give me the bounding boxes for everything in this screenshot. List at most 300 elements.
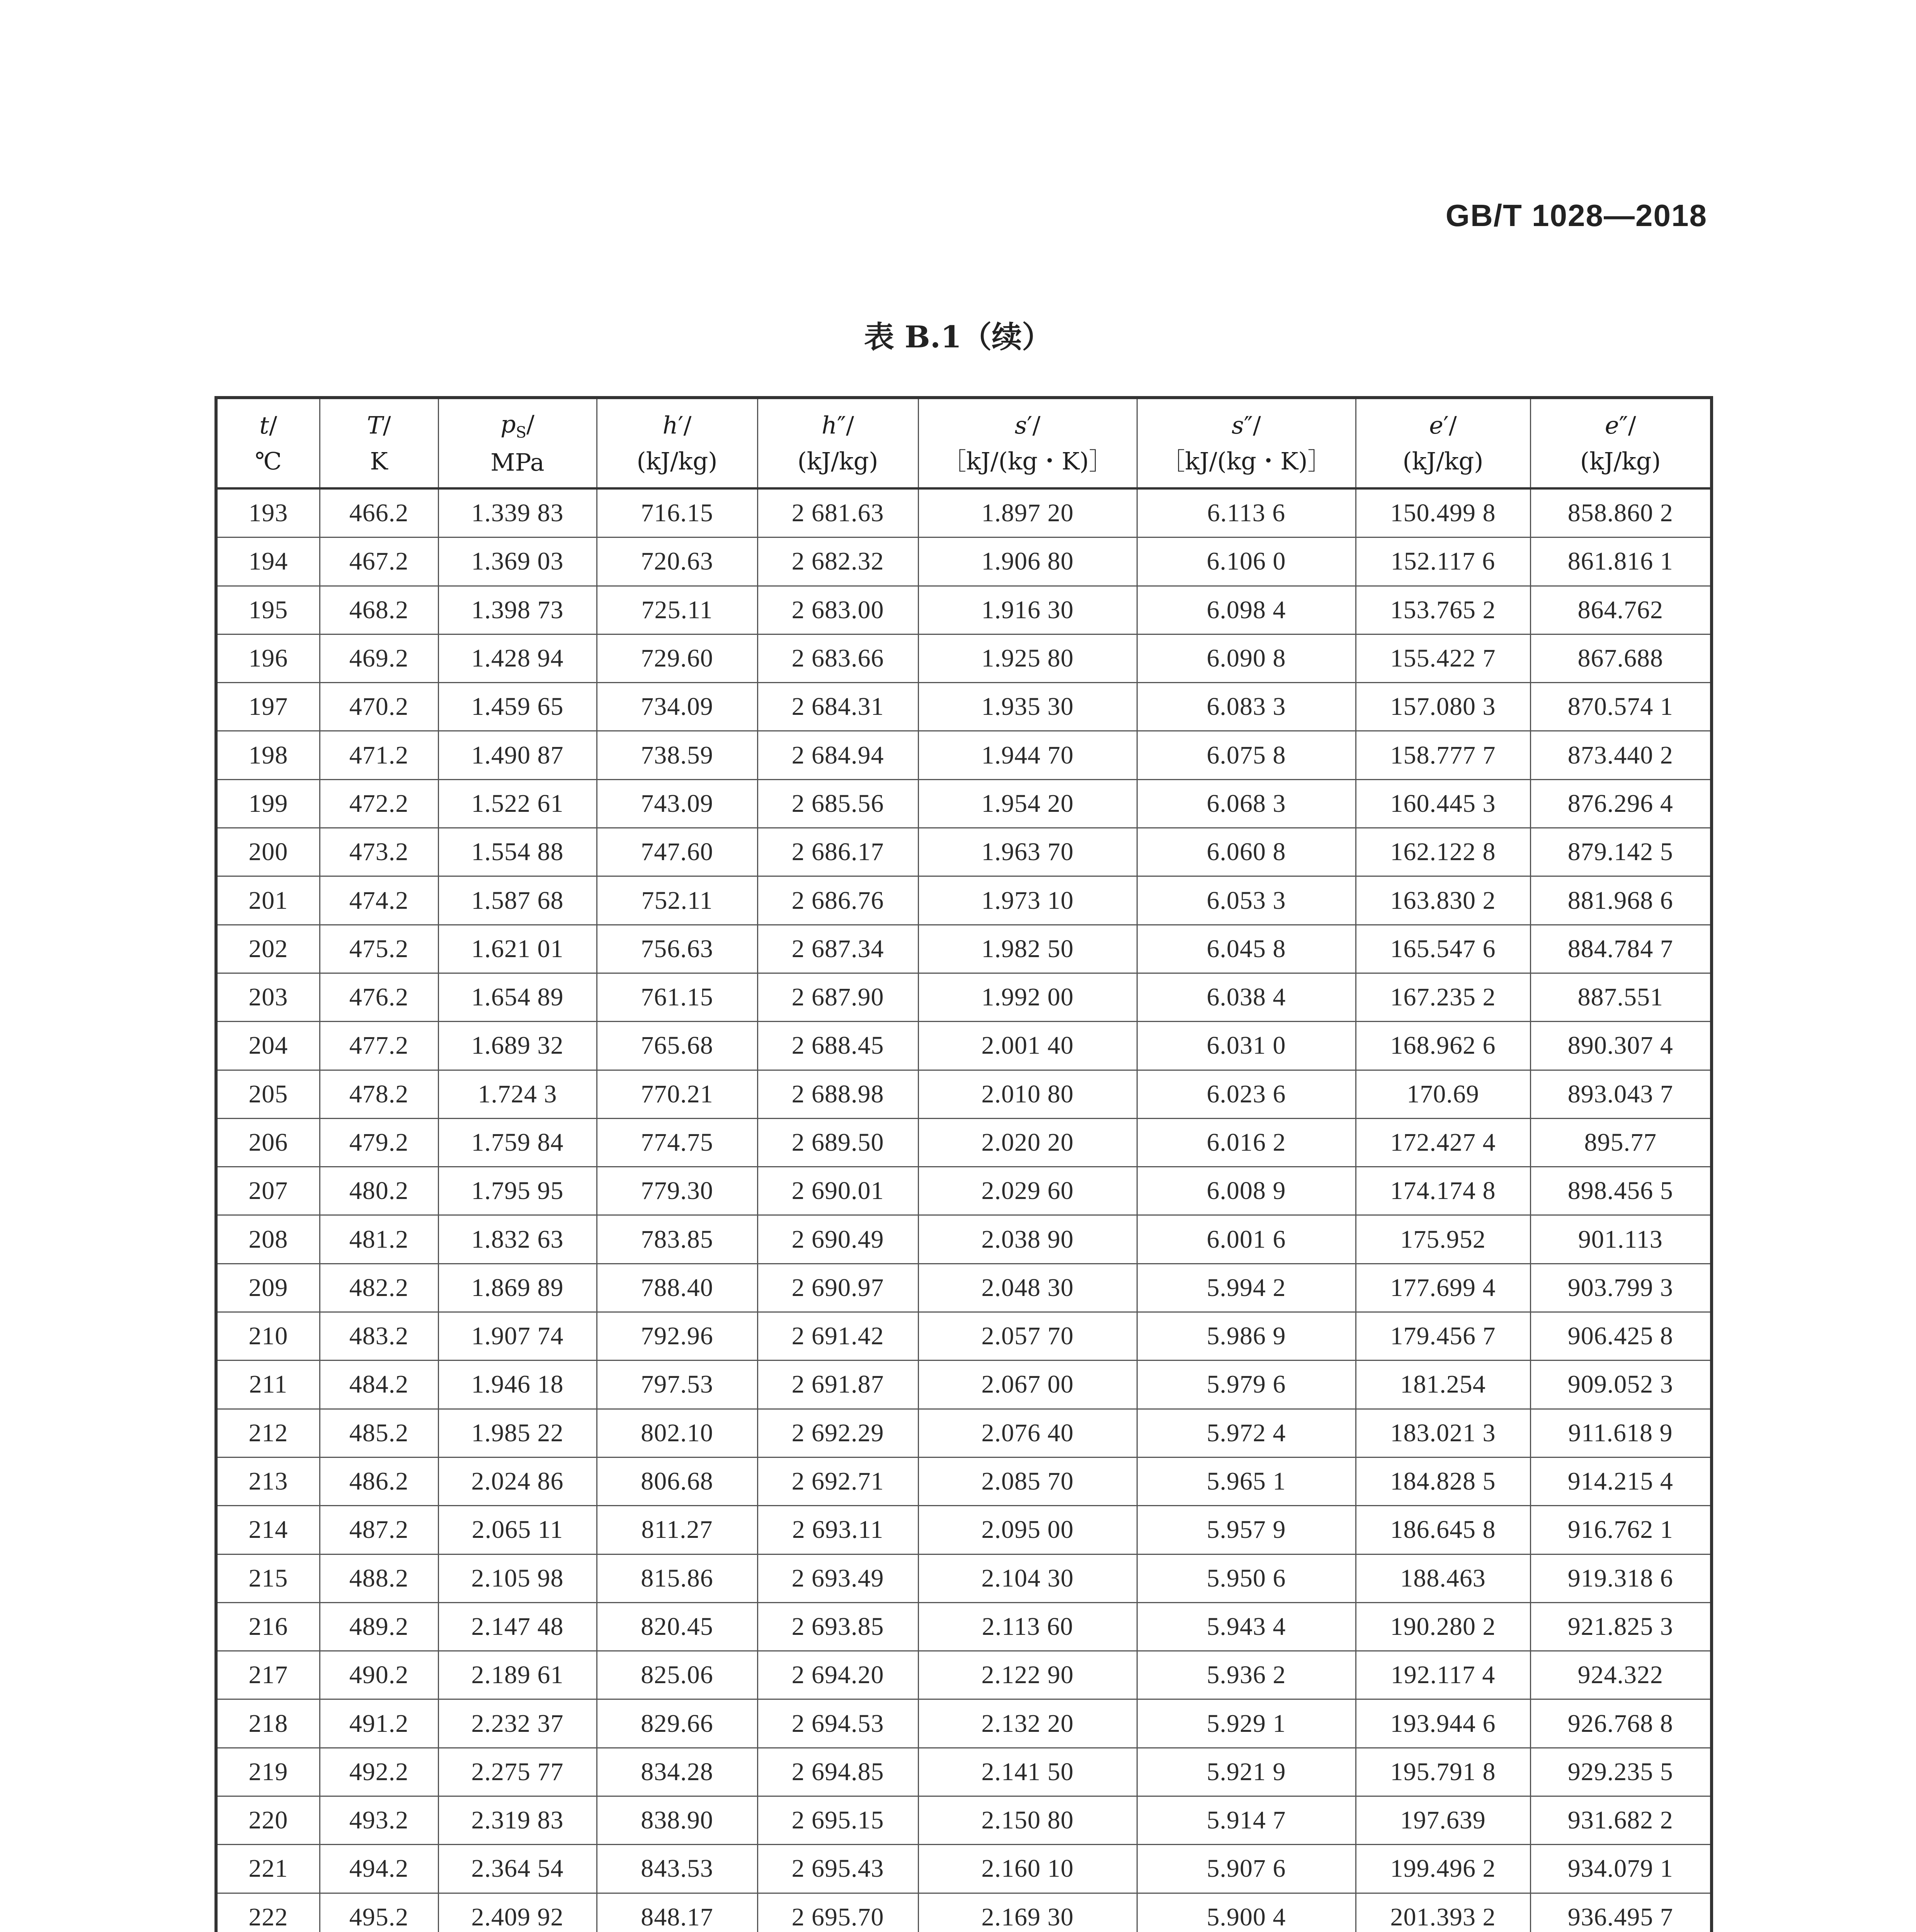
table-cell: 2.029 60: [918, 1167, 1137, 1215]
table-cell: 743.09: [597, 779, 757, 828]
table-cell: 193.944 6: [1356, 1699, 1530, 1748]
table-cell: 486.2: [320, 1457, 438, 1505]
column-unit: K: [370, 447, 388, 475]
table-cell: 205: [216, 1070, 320, 1118]
table-cell: 1.398 73: [438, 586, 597, 634]
table-cell: 2 683.00: [757, 586, 918, 634]
table-cell: 1.907 74: [438, 1312, 597, 1361]
table-cell: 2 689.50: [757, 1118, 918, 1167]
table-cell: 5.979 6: [1137, 1361, 1356, 1409]
table-cell: 926.768 8: [1530, 1699, 1712, 1748]
column-symbol: s″/: [1232, 411, 1261, 439]
table-cell: 5.907 6: [1137, 1845, 1356, 1893]
table-cell: 806.68: [597, 1457, 757, 1505]
table-cell: 490.2: [320, 1651, 438, 1699]
column-header-2: [438, 398, 597, 488]
column-header-1: [320, 398, 438, 488]
table-cell: 153.765 2: [1356, 586, 1530, 634]
table-cell: 2.085 70: [918, 1457, 1137, 1505]
table-cell: 6.060 8: [1137, 828, 1356, 876]
table-cell: 170.69: [1356, 1070, 1530, 1118]
table-cell: 6.053 3: [1137, 876, 1356, 925]
table-cell: 5.929 1: [1137, 1699, 1356, 1748]
column-unit: (kJ/kg): [797, 447, 878, 475]
table-cell: 895.77: [1530, 1118, 1712, 1167]
table-cell: 215: [216, 1554, 320, 1602]
column-header-3: [597, 398, 757, 488]
table-cell: 207: [216, 1167, 320, 1215]
table-cell: 919.318 6: [1530, 1554, 1712, 1602]
table-cell: 473.2: [320, 828, 438, 876]
table-cell: 2.057 70: [918, 1312, 1137, 1361]
table-cell: 5.914 7: [1137, 1796, 1356, 1845]
table-cell: 197: [216, 683, 320, 731]
table-cell: 2.024 86: [438, 1457, 597, 1505]
table-cell: 5.936 2: [1137, 1651, 1356, 1699]
table-cell: 870.574 1: [1530, 683, 1712, 731]
table-cell: 6.098 4: [1137, 586, 1356, 634]
table-cell: 2.275 77: [438, 1748, 597, 1796]
table-cell: 214: [216, 1506, 320, 1554]
table-cell: 2.319 83: [438, 1796, 597, 1845]
table-cell: 195: [216, 586, 320, 634]
table-body: [216, 488, 1712, 1932]
table-cell: 6.083 3: [1137, 683, 1356, 731]
table-cell: 903.799 3: [1530, 1264, 1712, 1312]
table-cell: 1.954 20: [918, 779, 1137, 828]
table-cell: 467.2: [320, 537, 438, 586]
column-symbol: s′/: [1014, 411, 1041, 439]
table-cell: 720.63: [597, 537, 757, 586]
table-cell: 2 690.97: [757, 1264, 918, 1312]
table-cell: 5.900 4: [1137, 1893, 1356, 1932]
table-cell: 6.001 6: [1137, 1215, 1356, 1264]
table-row: [216, 1893, 1712, 1932]
table-cell: 884.784 7: [1530, 925, 1712, 973]
table-row: [216, 1602, 1712, 1651]
column-unit: ［kJ/(kg・K)］: [1161, 447, 1332, 475]
table-cell: 5.965 1: [1137, 1457, 1356, 1505]
table-cell: 747.60: [597, 828, 757, 876]
table-cell: 6.075 8: [1137, 731, 1356, 779]
table-cell: 2 695.70: [757, 1893, 918, 1932]
table-cell: 5.986 9: [1137, 1312, 1356, 1361]
table-cell: 725.11: [597, 586, 757, 634]
table-cell: 5.972 4: [1137, 1409, 1356, 1457]
table-cell: 206: [216, 1118, 320, 1167]
table-cell: 198: [216, 731, 320, 779]
table-cell: 887.551: [1530, 973, 1712, 1021]
table-cell: 484.2: [320, 1361, 438, 1409]
table-cell: 1.689 32: [438, 1022, 597, 1070]
table-cell: 220: [216, 1796, 320, 1845]
table-cell: 1.985 22: [438, 1409, 597, 1457]
table-cell: 470.2: [320, 683, 438, 731]
table-cell: 482.2: [320, 1264, 438, 1312]
table-cell: 477.2: [320, 1022, 438, 1070]
table-cell: 2 694.53: [757, 1699, 918, 1748]
table-cell: 2 691.42: [757, 1312, 918, 1361]
table-cell: 203: [216, 973, 320, 1021]
table-row: [216, 1651, 1712, 1699]
table-cell: 729.60: [597, 634, 757, 682]
table-cell: 6.113 6: [1137, 488, 1356, 537]
table-cell: 1.654 89: [438, 973, 597, 1021]
table-cell: 494.2: [320, 1845, 438, 1893]
standard-code: GB/T 1028—2018: [1445, 198, 1707, 233]
table-row: [216, 828, 1712, 876]
table-row: [216, 779, 1712, 828]
table-cell: 480.2: [320, 1167, 438, 1215]
table-cell: 495.2: [320, 1893, 438, 1932]
table-cell: 483.2: [320, 1312, 438, 1361]
table-cell: 2 691.87: [757, 1361, 918, 1409]
table-cell: 478.2: [320, 1070, 438, 1118]
table-cell: 184.828 5: [1356, 1457, 1530, 1505]
table-cell: 829.66: [597, 1699, 757, 1748]
table-cell: 924.322: [1530, 1651, 1712, 1699]
table-cell: 2 683.66: [757, 634, 918, 682]
table-cell: 199.496 2: [1356, 1845, 1530, 1893]
table-cell: 881.968 6: [1530, 876, 1712, 925]
table-cell: 867.688: [1530, 634, 1712, 682]
table-cell: 2.132 20: [918, 1699, 1137, 1748]
table-row: [216, 1748, 1712, 1796]
table-cell: 160.445 3: [1356, 779, 1530, 828]
table-cell: 2.189 61: [438, 1651, 597, 1699]
table-cell: 468.2: [320, 586, 438, 634]
table-cell: 491.2: [320, 1699, 438, 1748]
table-cell: 2.020 20: [918, 1118, 1137, 1167]
table-title: 表 B.1（续）: [864, 320, 1052, 355]
table-cell: 2.001 40: [918, 1022, 1137, 1070]
table-cell: 475.2: [320, 925, 438, 973]
table-cell: 2 686.17: [757, 828, 918, 876]
table-row: [216, 1070, 1712, 1118]
table-cell: 1.587 68: [438, 876, 597, 925]
table-cell: 2 687.90: [757, 973, 918, 1021]
table-cell: 2.232 37: [438, 1699, 597, 1748]
table-cell: 1.925 80: [918, 634, 1137, 682]
table-cell: 6.068 3: [1137, 779, 1356, 828]
table-cell: 192.117 4: [1356, 1651, 1530, 1699]
table-cell: 864.762: [1530, 586, 1712, 634]
table-row: [216, 1699, 1712, 1748]
table-cell: 213: [216, 1457, 320, 1505]
column-unit: ［kJ/(kg・K)］: [942, 447, 1113, 475]
table-cell: 2.010 80: [918, 1070, 1137, 1118]
column-header-5: [918, 398, 1137, 488]
table-cell: 2 695.43: [757, 1845, 918, 1893]
column-symbol: e″/: [1605, 411, 1636, 439]
table-cell: 2 688.98: [757, 1070, 918, 1118]
table-cell: 2 685.56: [757, 779, 918, 828]
table-cell: 1.946 18: [438, 1361, 597, 1409]
table-cell: 825.06: [597, 1651, 757, 1699]
table-row: [216, 1457, 1712, 1505]
table-cell: 177.699 4: [1356, 1264, 1530, 1312]
table-row: [216, 537, 1712, 586]
table-cell: 6.106 0: [1137, 537, 1356, 586]
table-cell: 929.235 5: [1530, 1748, 1712, 1796]
column-symbol: T/: [367, 411, 391, 439]
table-cell: 155.422 7: [1356, 634, 1530, 682]
table-cell: 488.2: [320, 1554, 438, 1602]
column-symbol: h″/: [822, 411, 854, 439]
table-cell: 204: [216, 1022, 320, 1070]
table-cell: 1.621 01: [438, 925, 597, 973]
table-cell: 193: [216, 488, 320, 537]
table-row: [216, 1361, 1712, 1409]
table-cell: 898.456 5: [1530, 1167, 1712, 1215]
table-cell: 911.618 9: [1530, 1409, 1712, 1457]
table-cell: 2.113 60: [918, 1602, 1137, 1651]
table-cell: 2 693.85: [757, 1602, 918, 1651]
table-cell: 761.15: [597, 973, 757, 1021]
table-cell: 5.921 9: [1137, 1748, 1356, 1796]
table-cell: 195.791 8: [1356, 1748, 1530, 1796]
table-cell: 209: [216, 1264, 320, 1312]
table-cell: 815.86: [597, 1554, 757, 1602]
table-cell: 1.869 89: [438, 1264, 597, 1312]
table-cell: 2.122 90: [918, 1651, 1137, 1699]
table-cell: 6.090 8: [1137, 634, 1356, 682]
table-cell: 934.079 1: [1530, 1845, 1712, 1893]
table-cell: 890.307 4: [1530, 1022, 1712, 1070]
column-header-0: [216, 398, 320, 488]
table-cell: 201: [216, 876, 320, 925]
table-cell: 909.052 3: [1530, 1361, 1712, 1409]
table-cell: 190.280 2: [1356, 1602, 1530, 1651]
table-cell: 6.045 8: [1137, 925, 1356, 973]
table-cell: 2.065 11: [438, 1506, 597, 1554]
table-row: [216, 1118, 1712, 1167]
table-cell: 783.85: [597, 1215, 757, 1264]
column-unit: (kJ/kg): [1402, 447, 1484, 475]
table-row: [216, 488, 1712, 537]
table-cell: 2 692.71: [757, 1457, 918, 1505]
table-cell: 179.456 7: [1356, 1312, 1530, 1361]
table-cell: 152.117 6: [1356, 537, 1530, 586]
table-row: [216, 1167, 1712, 1215]
table-cell: 2.105 98: [438, 1554, 597, 1602]
table-cell: 792.96: [597, 1312, 757, 1361]
table-cell: 931.682 2: [1530, 1796, 1712, 1845]
table-cell: 716.15: [597, 488, 757, 537]
column-symbol: t/: [259, 411, 277, 439]
table-cell: 6.023 6: [1137, 1070, 1356, 1118]
table-cell: 1.935 30: [918, 683, 1137, 731]
table-cell: 1.795 95: [438, 1167, 597, 1215]
table-cell: 212: [216, 1409, 320, 1457]
table-cell: 734.09: [597, 683, 757, 731]
table-cell: 2 682.32: [757, 537, 918, 586]
table-cell: 2 681.63: [757, 488, 918, 537]
table-cell: 1.759 84: [438, 1118, 597, 1167]
table-cell: 2 690.49: [757, 1215, 918, 1264]
table-cell: 834.28: [597, 1748, 757, 1796]
table-cell: 5.957 9: [1137, 1506, 1356, 1554]
table-cell: 876.296 4: [1530, 779, 1712, 828]
table-cell: 1.522 61: [438, 779, 597, 828]
table-cell: 157.080 3: [1356, 683, 1530, 731]
table-cell: 200: [216, 828, 320, 876]
table-row: [216, 1312, 1712, 1361]
table-cell: 487.2: [320, 1506, 438, 1554]
table-cell: 2 684.31: [757, 683, 918, 731]
data-table: [214, 396, 1713, 1932]
table-cell: 469.2: [320, 634, 438, 682]
table-cell: 1.832 63: [438, 1215, 597, 1264]
table-cell: 2 687.34: [757, 925, 918, 973]
table-cell: 2.160 10: [918, 1845, 1137, 1893]
table-cell: 1.992 00: [918, 973, 1137, 1021]
column-unit: ℃: [255, 447, 282, 475]
table-cell: 175.952: [1356, 1215, 1530, 1264]
table-cell: 474.2: [320, 876, 438, 925]
table-cell: 2.038 90: [918, 1215, 1137, 1264]
table-cell: 208: [216, 1215, 320, 1264]
table-cell: 150.499 8: [1356, 488, 1530, 537]
table-cell: 1.554 88: [438, 828, 597, 876]
table-cell: 472.2: [320, 779, 438, 828]
table-cell: 163.830 2: [1356, 876, 1530, 925]
table-cell: 172.427 4: [1356, 1118, 1530, 1167]
table-cell: 216: [216, 1602, 320, 1651]
column-symbol: e′/: [1429, 411, 1457, 439]
table-cell: 2.169 30: [918, 1893, 1137, 1932]
table-cell: 1.944 70: [918, 731, 1137, 779]
table-cell: 893.043 7: [1530, 1070, 1712, 1118]
table-row: [216, 683, 1712, 731]
table-cell: 218: [216, 1699, 320, 1748]
table-cell: 2.409 92: [438, 1893, 597, 1932]
table-cell: 788.40: [597, 1264, 757, 1312]
column-header-8: [1530, 398, 1712, 488]
table-cell: 879.142 5: [1530, 828, 1712, 876]
table-row: [216, 876, 1712, 925]
table-cell: 2.104 30: [918, 1554, 1137, 1602]
table-cell: 843.53: [597, 1845, 757, 1893]
table-cell: 2.095 00: [918, 1506, 1137, 1554]
table-cell: 5.943 4: [1137, 1602, 1356, 1651]
table-cell: 2 693.49: [757, 1554, 918, 1602]
table-cell: 901.113: [1530, 1215, 1712, 1264]
table-cell: 2.147 48: [438, 1602, 597, 1651]
table-cell: 492.2: [320, 1748, 438, 1796]
table-cell: 221: [216, 1845, 320, 1893]
table-row: [216, 1845, 1712, 1893]
table-row: [216, 973, 1712, 1021]
table-cell: 199: [216, 779, 320, 828]
table-cell: 820.45: [597, 1602, 757, 1651]
table-cell: 1.369 03: [438, 537, 597, 586]
table-cell: 194: [216, 537, 320, 586]
table-row: [216, 925, 1712, 973]
table-cell: 1.339 83: [438, 488, 597, 537]
table-cell: 479.2: [320, 1118, 438, 1167]
table-cell: 471.2: [320, 731, 438, 779]
table-cell: 493.2: [320, 1796, 438, 1845]
table-row: [216, 586, 1712, 634]
table-cell: 1.490 87: [438, 731, 597, 779]
table-cell: 873.440 2: [1530, 731, 1712, 779]
table-cell: 811.27: [597, 1506, 757, 1554]
table-cell: 2 690.01: [757, 1167, 918, 1215]
table-cell: 2 694.20: [757, 1651, 918, 1699]
table-cell: 770.21: [597, 1070, 757, 1118]
table-cell: 936.495 7: [1530, 1893, 1712, 1932]
column-symbol: h′/: [662, 411, 692, 439]
table-cell: 174.174 8: [1356, 1167, 1530, 1215]
table-cell: 188.463: [1356, 1554, 1530, 1602]
table-row: [216, 1215, 1712, 1264]
table-row: [216, 634, 1712, 682]
table-cell: 765.68: [597, 1022, 757, 1070]
table-cell: 217: [216, 1651, 320, 1699]
table-cell: 906.425 8: [1530, 1312, 1712, 1361]
table-cell: 2 694.85: [757, 1748, 918, 1796]
table-cell: 485.2: [320, 1409, 438, 1457]
table-cell: 196: [216, 634, 320, 682]
table-cell: 210: [216, 1312, 320, 1361]
table-cell: 2 695.15: [757, 1796, 918, 1845]
table-cell: 5.950 6: [1137, 1554, 1356, 1602]
table-cell: 186.645 8: [1356, 1506, 1530, 1554]
table-cell: 219: [216, 1748, 320, 1796]
table-cell: 1.963 70: [918, 828, 1137, 876]
table-cell: 158.777 7: [1356, 731, 1530, 779]
steam-table: [214, 396, 1710, 1932]
table-cell: 861.816 1: [1530, 537, 1712, 586]
table-cell: 1.906 80: [918, 537, 1137, 586]
table-cell: 858.860 2: [1530, 488, 1712, 537]
table-cell: 1.973 10: [918, 876, 1137, 925]
column-header-7: [1356, 398, 1530, 488]
table-row: [216, 1506, 1712, 1554]
table-cell: 1.897 20: [918, 488, 1137, 537]
table-cell: 6.031 0: [1137, 1022, 1356, 1070]
table-cell: 921.825 3: [1530, 1602, 1712, 1651]
table-cell: 914.215 4: [1530, 1457, 1712, 1505]
column-symbol: $p_S/$: [500, 410, 534, 442]
table-row: [216, 731, 1712, 779]
column-unit: (kJ/kg): [1580, 447, 1661, 475]
column-header-6: [1137, 398, 1356, 488]
table-cell: 2.141 50: [918, 1748, 1137, 1796]
table-cell: 5.994 2: [1137, 1264, 1356, 1312]
table-cell: 1.724 3: [438, 1070, 597, 1118]
table-header-row: [216, 398, 1712, 488]
table-row: [216, 1264, 1712, 1312]
table-cell: 2 688.45: [757, 1022, 918, 1070]
table-cell: 2 686.76: [757, 876, 918, 925]
table-cell: 197.639: [1356, 1796, 1530, 1845]
table-cell: 774.75: [597, 1118, 757, 1167]
table-cell: 6.008 9: [1137, 1167, 1356, 1215]
table-cell: 1.428 94: [438, 634, 597, 682]
table-cell: 167.235 2: [1356, 973, 1530, 1021]
column-unit: (kJ/kg): [636, 447, 718, 475]
table-row: [216, 1022, 1712, 1070]
table-cell: 168.962 6: [1356, 1022, 1530, 1070]
table-cell: 752.11: [597, 876, 757, 925]
table-cell: 211: [216, 1361, 320, 1409]
table-cell: 916.762 1: [1530, 1506, 1712, 1554]
table-cell: 738.59: [597, 731, 757, 779]
table-row: [216, 1796, 1712, 1845]
table-cell: 2.067 00: [918, 1361, 1137, 1409]
